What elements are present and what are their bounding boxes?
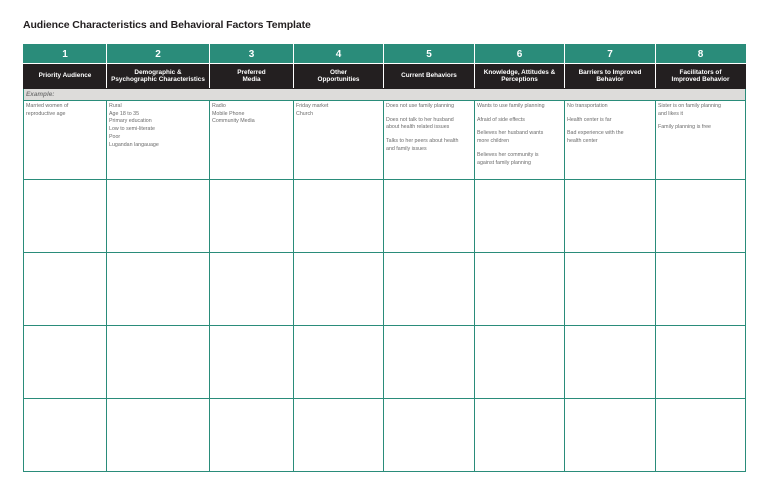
column-number: 5 bbox=[384, 45, 475, 64]
blank-cell[interactable] bbox=[210, 180, 294, 253]
blank-cell[interactable] bbox=[210, 399, 294, 472]
example-text: Bad experience with the bbox=[567, 130, 624, 137]
column-header-row bbox=[24, 64, 746, 89]
blank-cell[interactable] bbox=[475, 326, 565, 399]
column-number: 6 bbox=[475, 45, 565, 64]
blank-cell[interactable] bbox=[24, 399, 107, 472]
column-header-preferred-media bbox=[210, 64, 294, 89]
blank-cell[interactable] bbox=[384, 399, 475, 472]
blank-cell[interactable] bbox=[656, 399, 746, 472]
blank-row bbox=[24, 180, 746, 253]
blank-cell[interactable] bbox=[294, 399, 384, 472]
column-header-priority-audience bbox=[24, 64, 107, 89]
blank-cell[interactable] bbox=[210, 253, 294, 326]
blank-cell[interactable] bbox=[565, 399, 656, 472]
example-text: Age 18 to 35 bbox=[109, 110, 140, 117]
column-header-current-behaviors bbox=[384, 64, 475, 89]
example-cell bbox=[656, 101, 746, 180]
example-text: and family issues bbox=[386, 145, 427, 152]
blank-row bbox=[24, 399, 746, 472]
page-title: Audience Characteristics and Behavioral Factors Template bbox=[23, 19, 311, 31]
example-label-row bbox=[24, 89, 746, 101]
example-text: Sister is on family planning bbox=[658, 103, 722, 109]
column-header-barriers bbox=[565, 64, 656, 89]
blank-cell[interactable] bbox=[294, 326, 384, 399]
example-text: Health center is far bbox=[567, 116, 612, 123]
example-text: Believes her husband wants bbox=[477, 130, 544, 137]
example-cell bbox=[294, 101, 384, 180]
blank-cell[interactable] bbox=[565, 180, 656, 253]
column-number: 7 bbox=[565, 45, 656, 64]
example-text: Does not talk to her husband bbox=[386, 116, 454, 123]
column-number: 8 bbox=[656, 45, 746, 64]
header-line: Facilitators of bbox=[679, 68, 722, 76]
example-text: Family planning is free bbox=[658, 124, 711, 131]
example-text: Talks to her peers about health bbox=[386, 138, 459, 145]
header-line: Demographic & bbox=[134, 68, 182, 76]
blank-cell[interactable] bbox=[294, 180, 384, 253]
header-line: Current Behaviors bbox=[401, 72, 457, 80]
example-row bbox=[24, 101, 746, 180]
example-text: against family planning bbox=[477, 159, 531, 166]
blank-cell[interactable] bbox=[24, 326, 107, 399]
column-header-facilitators bbox=[656, 64, 746, 89]
example-text: Married women of bbox=[26, 103, 69, 109]
header-line: Preferred bbox=[237, 68, 266, 76]
blank-cell[interactable] bbox=[107, 180, 210, 253]
blank-cell[interactable] bbox=[294, 253, 384, 326]
header-line: Priority Audience bbox=[38, 72, 92, 80]
header-line: Psychographic Characteristics bbox=[111, 76, 205, 83]
blank-cell[interactable] bbox=[384, 253, 475, 326]
blank-cell[interactable] bbox=[210, 326, 294, 399]
example-text: Primary education bbox=[109, 118, 152, 125]
example-text: Wants to use family planning bbox=[477, 103, 545, 109]
example-text: Lugandan langauage bbox=[109, 141, 159, 148]
example-text: Rural bbox=[109, 103, 122, 109]
blank-cell[interactable] bbox=[24, 180, 107, 253]
column-header-other-opportunities bbox=[294, 64, 384, 89]
blank-cell[interactable] bbox=[384, 180, 475, 253]
example-text: Radio bbox=[212, 103, 226, 109]
example-text: No transportation bbox=[567, 103, 608, 109]
column-number: 1 bbox=[24, 45, 107, 64]
blank-cell[interactable] bbox=[565, 253, 656, 326]
header-line: Perceptions bbox=[501, 76, 538, 83]
example-text: Community Media bbox=[212, 118, 255, 125]
header-line: Knowledge, Attitudes & bbox=[483, 68, 556, 76]
column-number: 2 bbox=[107, 45, 210, 64]
header-line: Other bbox=[329, 68, 348, 76]
example-text: Church bbox=[296, 110, 314, 117]
example-text: Friday market bbox=[296, 103, 329, 109]
example-text: Poor bbox=[109, 133, 121, 140]
blank-cell[interactable] bbox=[475, 180, 565, 253]
example-text: more children bbox=[477, 138, 510, 145]
example-text: Believes her community is bbox=[477, 151, 539, 158]
header-line: Opportunities bbox=[317, 76, 360, 83]
blank-cell[interactable] bbox=[565, 326, 656, 399]
example-text: Does not use family planning bbox=[386, 103, 455, 109]
audience-characteristics-table bbox=[23, 44, 746, 472]
blank-cell[interactable] bbox=[107, 253, 210, 326]
blank-row bbox=[24, 253, 746, 326]
example-cell bbox=[210, 101, 294, 180]
blank-cell[interactable] bbox=[656, 326, 746, 399]
example-cell bbox=[107, 101, 210, 180]
example-cell bbox=[384, 101, 475, 180]
blank-row bbox=[24, 326, 746, 399]
blank-cell[interactable] bbox=[107, 326, 210, 399]
blank-cell[interactable] bbox=[656, 253, 746, 326]
example-text: about health related issues bbox=[386, 124, 450, 131]
example-label: Example: bbox=[24, 89, 746, 101]
column-number-row bbox=[24, 45, 746, 64]
example-text: health center bbox=[567, 138, 598, 145]
blank-cell[interactable] bbox=[24, 253, 107, 326]
column-header-knowledge bbox=[475, 64, 565, 89]
header-line: Improved Behavior bbox=[671, 76, 730, 83]
column-number: 3 bbox=[210, 45, 294, 64]
header-line: Behavior bbox=[596, 76, 624, 83]
header-line: Barriers to Improved bbox=[578, 68, 642, 76]
example-cell bbox=[565, 101, 656, 180]
column-number: 4 bbox=[294, 45, 384, 64]
example-text: reproductive age bbox=[26, 110, 66, 117]
blank-cell[interactable] bbox=[475, 253, 565, 326]
example-text: Mobile Phone bbox=[212, 110, 245, 117]
example-text: Low to semi-literate bbox=[109, 126, 155, 133]
blank-cell[interactable] bbox=[107, 399, 210, 472]
example-cell bbox=[24, 101, 107, 180]
blank-cell[interactable] bbox=[475, 399, 565, 472]
blank-rows bbox=[24, 180, 746, 472]
example-cell bbox=[475, 101, 565, 180]
example-text: Afraid of side effects bbox=[477, 116, 525, 123]
example-text: and likes it bbox=[658, 110, 684, 117]
blank-cell[interactable] bbox=[656, 180, 746, 253]
column-header-demographic bbox=[107, 64, 210, 89]
blank-cell[interactable] bbox=[384, 326, 475, 399]
header-line: Media bbox=[242, 76, 261, 83]
